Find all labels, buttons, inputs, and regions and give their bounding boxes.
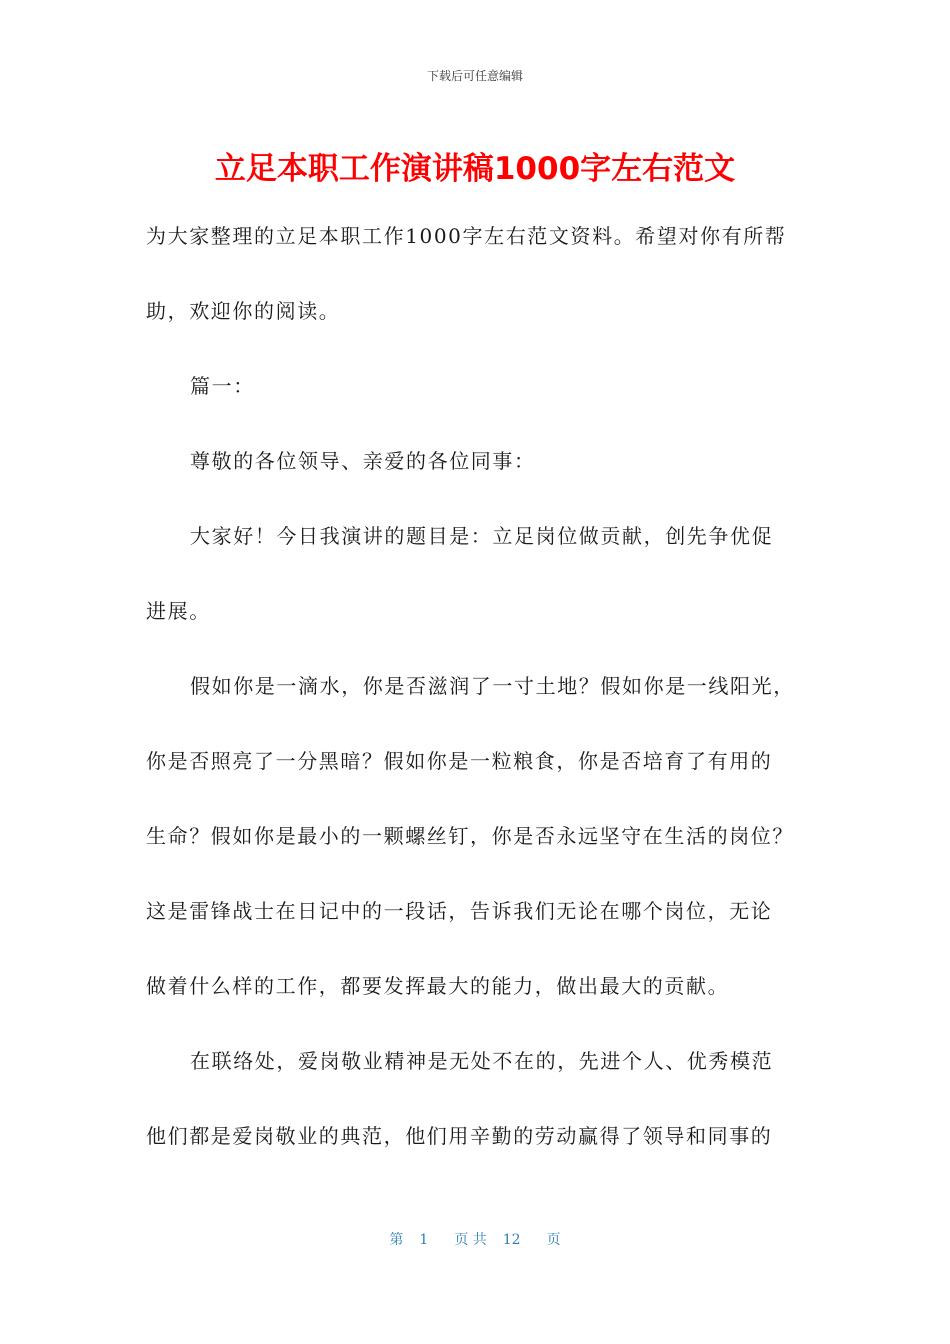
body-line: 这是雷锋战士在日记中的一段话，告诉我们无论在哪个岗位，无论 (146, 899, 773, 923)
footer-current-page: 1 (419, 1232, 429, 1248)
page-footer (0, 1229, 950, 1249)
footer-total-pages: 12 (502, 1232, 521, 1248)
body-line: 你是否照亮了一分黑暗？假如你是一粒粮食，你是否培育了有用的 (146, 749, 773, 773)
body-line: 假如你是一滴水，你是否滋润了一寸土地？假如你是一线阳光， (190, 674, 795, 698)
body-line: 为大家整理的立足本职工作1000字左右范文资料。希望对你有所帮 (146, 224, 787, 248)
body-line: 尊敬的各位领导、亲爱的各位同事： (190, 449, 536, 473)
body-line: 大家好！今日我演讲的题目是：立足岗位做贡献，创先争优促 (190, 524, 774, 548)
document-body (146, 199, 806, 1174)
footer-middle: 页 共 (454, 1232, 487, 1248)
body-line: 助，欢迎你的阅读。 (146, 299, 341, 323)
header-note: 下载后可任意编辑 (426, 69, 523, 83)
body-line: 在联络处，爱岗敬业精神是无处不在的，先进个人、优秀模范 (190, 1049, 774, 1073)
body-line: 篇一： (190, 374, 255, 398)
body-line: 进展。 (146, 599, 211, 623)
body-line: 做着什么样的工作，都要发挥最大的能力，做出最大的贡献。 (146, 974, 730, 998)
footer-prefix: 第 (389, 1232, 404, 1248)
footer-suffix: 页 (546, 1232, 561, 1248)
body-line: 生命？假如你是最小的一颗螺丝钉，你是否永远坚守在生活的岗位？ (146, 824, 794, 848)
document-title: 立足本职工作演讲稿1000字左右范文 (214, 151, 736, 187)
body-line: 他们都是爱岗敬业的典范，他们用辛勤的劳动赢得了领导和同事的 (146, 1124, 773, 1148)
